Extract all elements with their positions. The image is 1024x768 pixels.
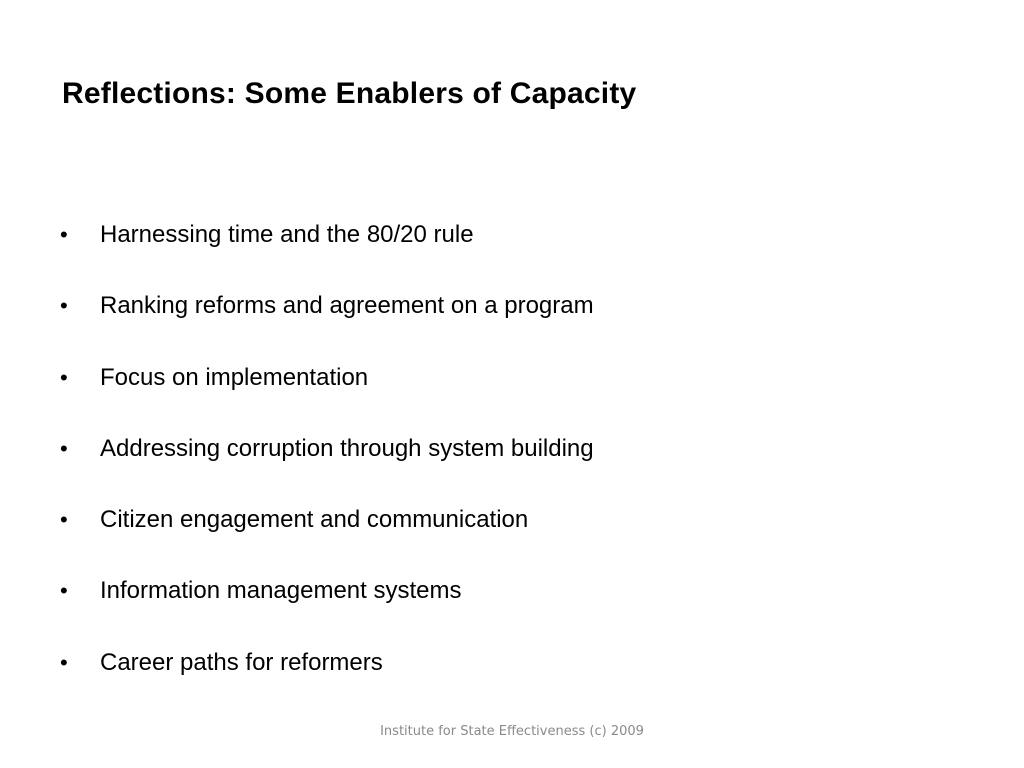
bullet-text: Harnessing time and the 80/20 rule [100, 221, 474, 248]
bullet-icon: • [60, 649, 68, 675]
bullet-icon: • [60, 507, 68, 533]
bullet-icon: • [60, 578, 68, 604]
bullet-text: Ranking reforms and agreement on a program [100, 292, 594, 320]
bullet-text: Focus on implementation [100, 363, 369, 391]
bullet-text: Career paths for reformers [100, 648, 383, 676]
bullet-icon: • [60, 364, 68, 390]
bullet-text: Addressing corruption through system building [100, 434, 594, 462]
bullet-text: Citizen engagement and communication [100, 506, 529, 534]
bullet-text: Information management systems [100, 577, 462, 605]
slide-footer: Institute for State Effectiveness (c) 2009 [380, 724, 644, 739]
slide-title: Reflections: Some Enablers of Capacity [62, 77, 637, 110]
bullet-icon: • [60, 435, 68, 461]
bullet-icon: • [60, 222, 68, 247]
bullet-icon: • [60, 293, 68, 319]
